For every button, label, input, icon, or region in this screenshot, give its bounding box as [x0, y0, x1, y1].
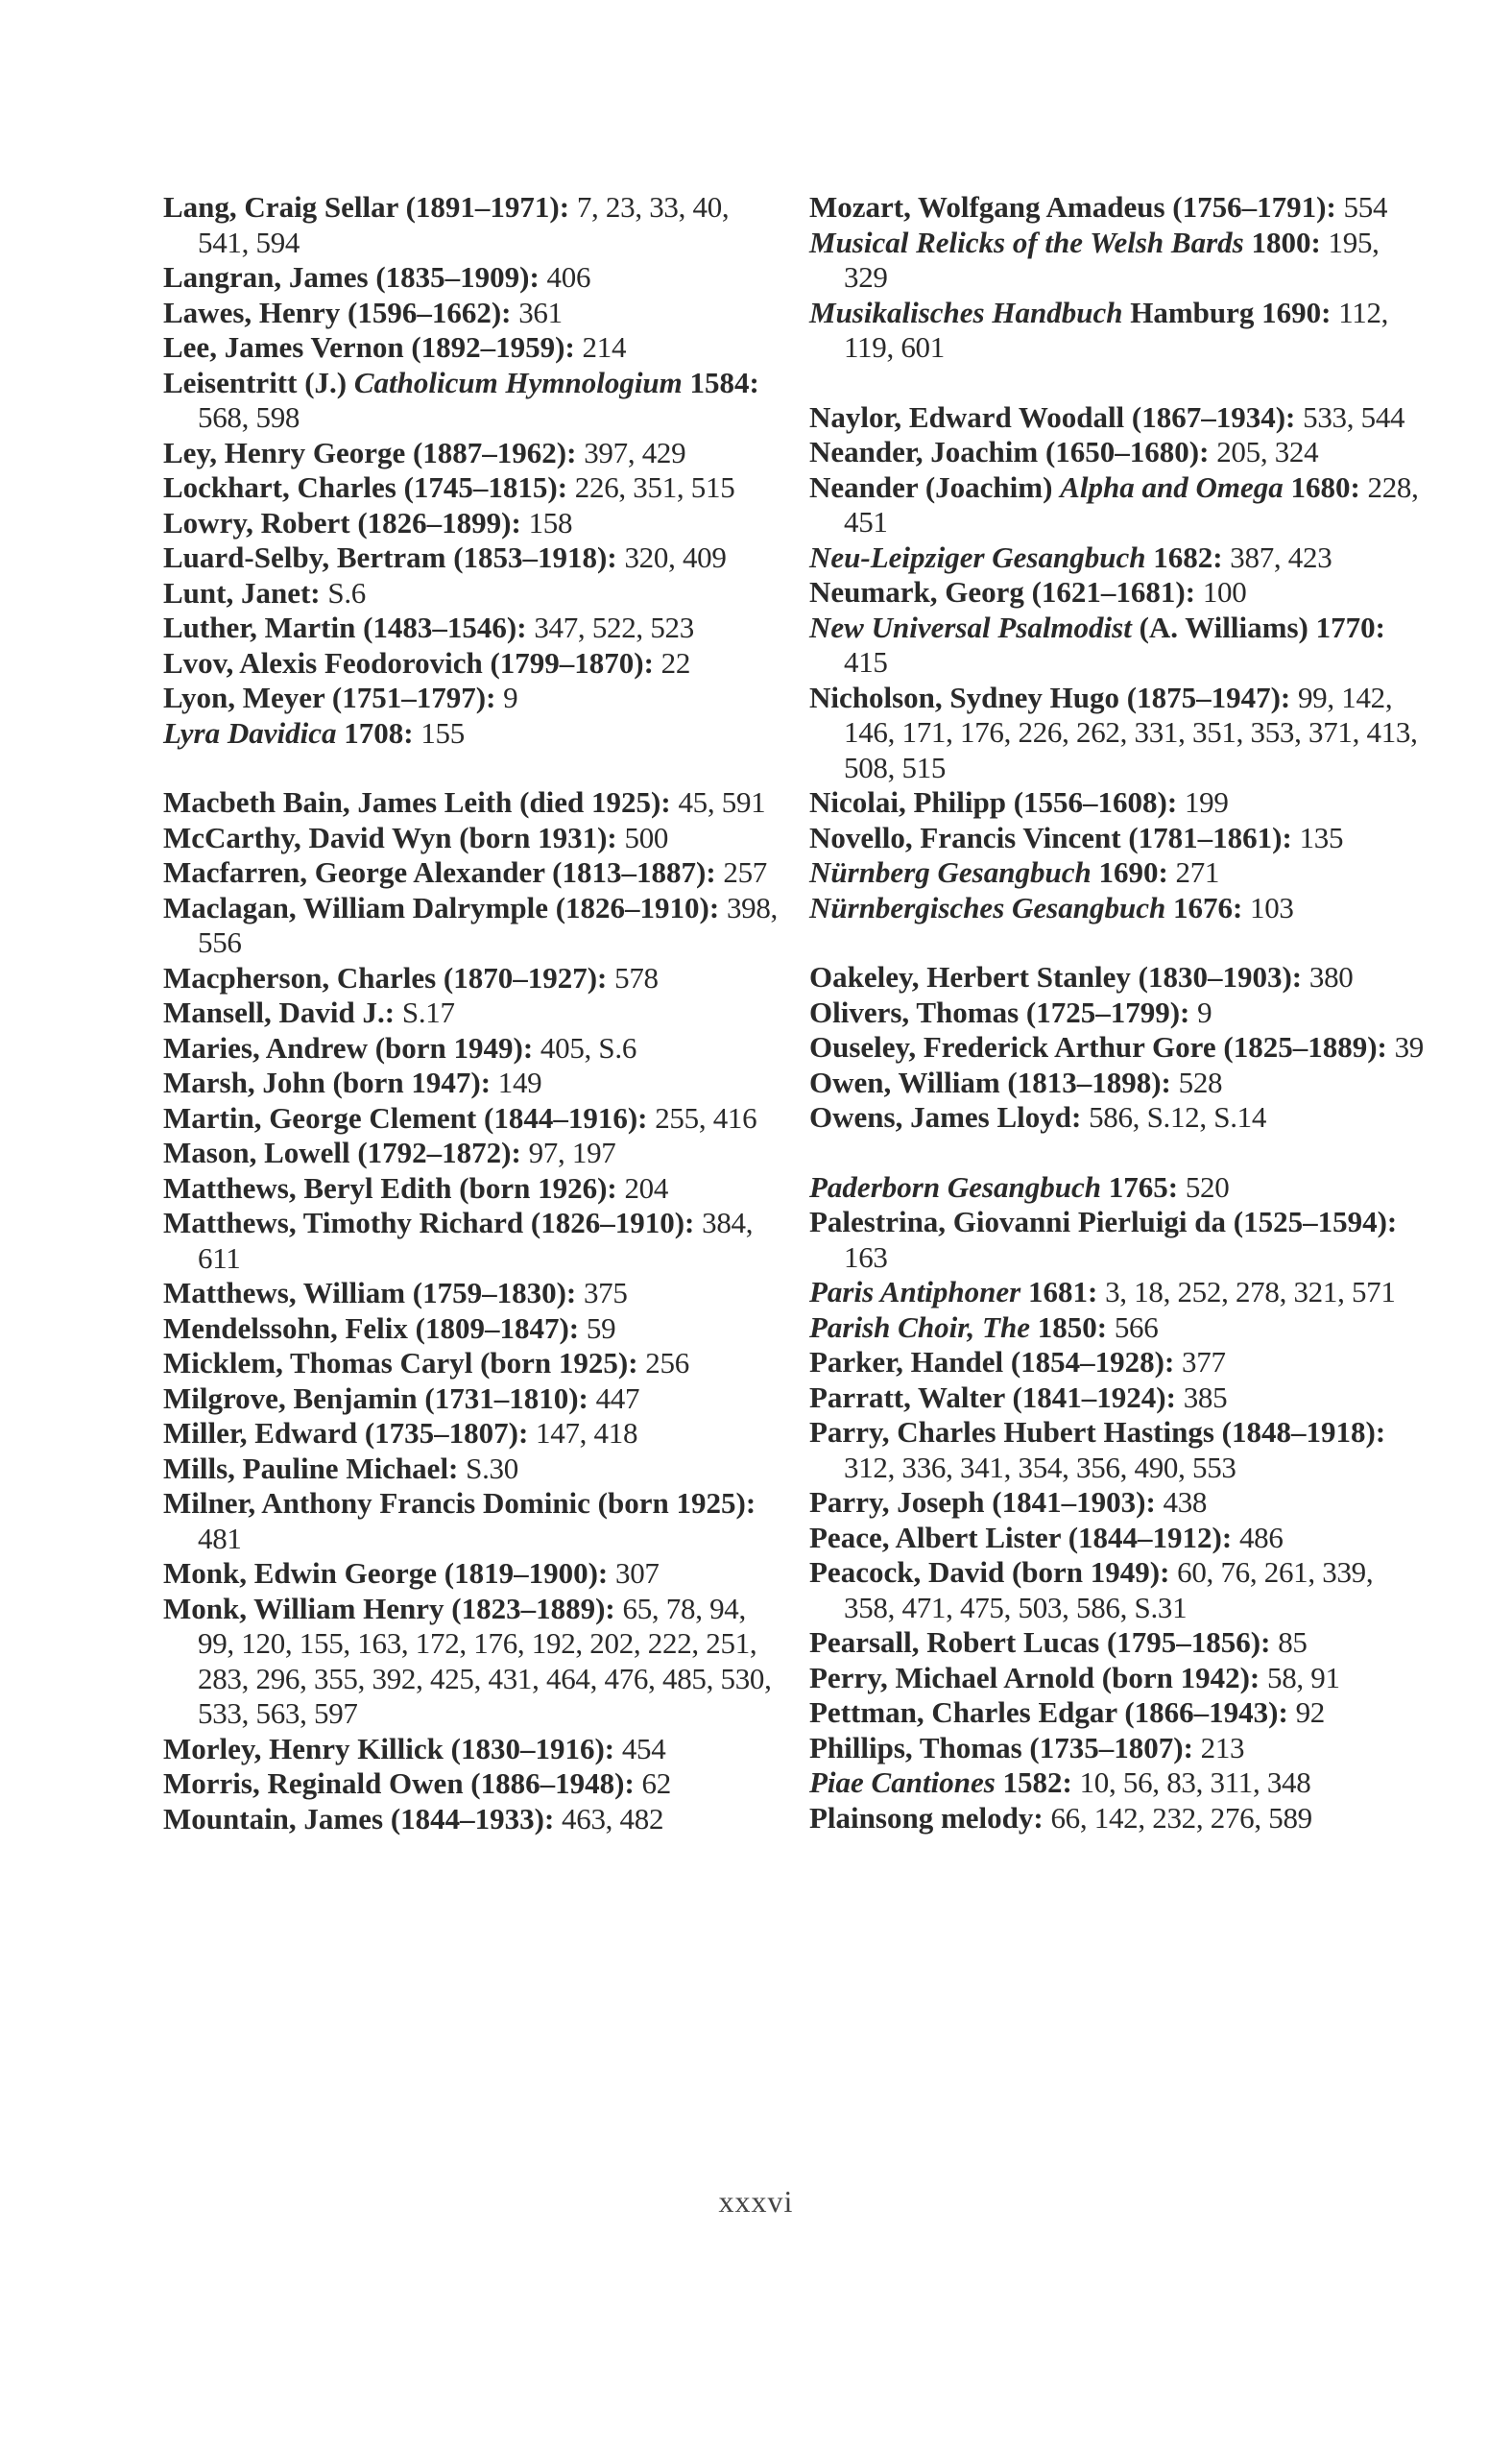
work-title: Nürnberg Gesangbuch: [809, 855, 1092, 889]
entry-heading: Maclagan, William Dalrymple (1826–1910):: [163, 890, 727, 924]
work-title: Paris Antiphoner: [809, 1275, 1021, 1308]
entry-heading: Macfarren, George Alexander (1813–1887):: [163, 855, 724, 889]
page-references: 163: [844, 1239, 888, 1274]
page-references: 415: [844, 645, 888, 679]
page-references: 385: [1183, 1380, 1228, 1414]
page-references: 65, 78, 94, 99, 120, 155, 163, 172, 176, 192, 202, 222, 251, 283, 296, 355, 392, 425, 431, 464, 476, 485, 530, 533, 563, 597: [198, 1591, 772, 1730]
entry-heading: Palestrina, Giovanni Pierluigi da (1525–1594):: [809, 1205, 1398, 1238]
page-references: 387, 423: [1230, 540, 1332, 574]
page-references: 397, 429: [584, 435, 686, 469]
entry-heading: 1682:: [1145, 540, 1231, 574]
page-references: 58, 91: [1267, 1660, 1340, 1694]
page-number: xxxvi: [718, 2184, 794, 2219]
index-entry: [163, 1206, 778, 1276]
entry-heading: 1676:: [1165, 890, 1251, 924]
page-references: 135: [1299, 820, 1344, 854]
entry-heading: Owens, James Lloyd:: [809, 1100, 1090, 1134]
page-references: 454: [621, 1731, 666, 1765]
index-entry: [809, 855, 1424, 891]
index-entry: [163, 576, 778, 612]
index-entry: [163, 1066, 778, 1101]
entry-heading: Nicholson, Sydney Hugo (1875–1947):: [809, 680, 1298, 714]
index-entry: [163, 1311, 778, 1347]
entry-heading: Perry, Michael Arnold (born 1942):: [809, 1660, 1267, 1694]
entry-heading: 1584:: [682, 365, 759, 399]
index-entry: [163, 436, 778, 471]
page-references: 60, 76, 261, 339, 358, 471, 475, 503, 586, S.31: [844, 1555, 1374, 1624]
page-references: 9: [1197, 995, 1212, 1029]
index-entry: [163, 961, 778, 996]
entry-heading: Lowry, Robert (1826–1899):: [163, 505, 529, 540]
page-references: 568, 598: [198, 400, 300, 434]
page-references: 312, 336, 341, 354, 356, 490, 553: [844, 1450, 1236, 1484]
index-entry: [163, 1416, 778, 1452]
entry-heading: Phillips, Thomas (1735–1807):: [809, 1730, 1201, 1764]
page-references: 39: [1394, 1030, 1424, 1064]
index-entry: [163, 296, 778, 331]
index-entry: [163, 470, 778, 506]
entry-heading: Mills, Pauline Michael:: [163, 1451, 467, 1485]
index-entry: [163, 716, 778, 752]
page-references: 586, S.12, S.14: [1089, 1100, 1267, 1134]
entry-heading: 1690:: [1091, 855, 1176, 889]
entry-heading: 1681:: [1020, 1275, 1106, 1308]
entry-heading: Miller, Edward (1735–1807):: [163, 1416, 537, 1450]
entry-heading: Mountain, James (1844–1933):: [163, 1801, 563, 1836]
entry-heading: Monk, William Henry (1823–1889):: [163, 1591, 623, 1625]
page-references: 257: [723, 855, 768, 889]
page-references: 384, 611: [198, 1206, 754, 1275]
index-entry: [809, 1485, 1424, 1521]
entry-heading: Luard-Selby, Bertram (1853–1918):: [163, 540, 625, 574]
entry-heading: Milner, Anthony Francis Dominic (born 1925):: [163, 1486, 756, 1520]
index-entry: [163, 260, 778, 296]
index-entry: [809, 1100, 1424, 1136]
index-entry: [163, 1802, 778, 1837]
index-entry: [163, 506, 778, 541]
page-references: 554: [1343, 190, 1388, 224]
index-entry: [163, 540, 778, 576]
work-title: Neu-Leipziger Gesangbuch: [809, 540, 1146, 574]
page-references: 97, 197: [528, 1136, 616, 1169]
index-entry: [163, 996, 778, 1031]
index-entry: [809, 1380, 1424, 1416]
entry-heading: 1582:: [995, 1765, 1080, 1799]
work-title: Piae Cantiones: [809, 1765, 996, 1799]
page-references: 22: [660, 645, 691, 680]
page-references: 347, 522, 523: [534, 611, 694, 644]
entry-heading: 1708:: [336, 715, 421, 750]
page-references: 377: [1182, 1345, 1226, 1379]
entry-heading: Ouseley, Frederick Arthur Gore (1825–1889):: [809, 1030, 1395, 1064]
page-references: 85: [1278, 1625, 1308, 1659]
index-entry: [163, 1381, 778, 1417]
entry-heading: Morris, Reginald Owen (1886–1948):: [163, 1766, 642, 1800]
index-entry: [809, 435, 1424, 470]
entry-heading: Macbeth Bain, James Leith (died 1925):: [163, 785, 679, 819]
index-entry: [163, 1452, 778, 1487]
index-entry: [809, 296, 1424, 366]
entry-heading: Matthews, Beryl Edith (born 1926):: [163, 1170, 625, 1205]
entry-heading: Plainsong melody:: [809, 1800, 1051, 1835]
index-entry: [809, 681, 1424, 786]
index-entry: [163, 1136, 778, 1171]
page-references: 158: [528, 505, 573, 540]
entry-heading: Pearsall, Robert Lucas (1795–1856):: [809, 1625, 1279, 1659]
index-entry: [163, 1101, 778, 1137]
entry-heading: Micklem, Thomas Caryl (born 1925):: [163, 1346, 646, 1380]
page-references: 228, 451: [844, 469, 1419, 539]
work-title: Parish Choir, The: [809, 1309, 1030, 1344]
entry-heading: Neander, Joachim (1650–1680):: [809, 435, 1217, 468]
entry-heading: Neander (Joachim): [809, 469, 1061, 504]
entry-heading: Peace, Albert Lister (1844–1912):: [809, 1520, 1239, 1554]
entry-heading: Parry, Joseph (1841–1903):: [809, 1485, 1164, 1519]
entry-heading: Marsh, John (born 1947):: [163, 1066, 498, 1099]
page-references: 361: [518, 295, 563, 329]
entry-heading: Lang, Craig Sellar (1891–1971):: [163, 190, 577, 224]
entry-heading: Hamburg 1690:: [1122, 295, 1339, 329]
entry-heading: Naylor, Edward Woodall (1867–1934):: [809, 399, 1304, 434]
page-references: 99, 142, 146, 171, 176, 226, 262, 331, 351, 353, 371, 413, 508, 515: [844, 680, 1418, 784]
index-entry: [809, 1170, 1424, 1206]
page-references: 406: [546, 260, 591, 294]
index-entry: [163, 1276, 778, 1311]
index-entry: [809, 540, 1424, 576]
page-references: 199: [1184, 785, 1229, 819]
entry-heading: Maries, Andrew (born 1949):: [163, 1030, 540, 1065]
index-entry: [809, 1695, 1424, 1731]
entry-heading: Ley, Henry George (1887–1962):: [163, 435, 585, 469]
page-references: 486: [1238, 1520, 1284, 1554]
work-title: Catholicum Hymnologium: [353, 365, 683, 399]
entry-heading: Pettman, Charles Edgar (1866–1943):: [809, 1695, 1296, 1729]
index-entry: [809, 470, 1424, 540]
index-entry: [163, 1556, 778, 1592]
entry-heading: Lee, James Vernon (1892–1959):: [163, 330, 583, 364]
index-entry: [163, 785, 778, 821]
page-references: 463, 482: [562, 1801, 664, 1836]
page-references: 59: [586, 1310, 616, 1345]
page-references: 533, 544: [1303, 399, 1405, 434]
index-entry: [809, 1521, 1424, 1556]
index-entry: [809, 575, 1424, 611]
page-references: 66, 142, 232, 276, 589: [1050, 1800, 1312, 1835]
index-entry: [809, 1661, 1424, 1696]
page-references: 103: [1250, 890, 1294, 924]
page-references: 112, 119, 601: [844, 295, 1389, 364]
entry-heading: Novello, Francis Vincent (1781–1861):: [809, 820, 1300, 854]
entry-heading: Matthews, Timothy Richard (1826–1910):: [163, 1206, 703, 1239]
page-references: 205, 324: [1216, 435, 1319, 468]
index-entry: [163, 1486, 778, 1556]
entry-heading: Lvov, Alexis Feodorovich (1799–1870):: [163, 645, 661, 680]
work-title: Paderborn Gesangbuch: [809, 1169, 1102, 1204]
page-references: 204: [624, 1170, 669, 1205]
page-references: 307: [615, 1556, 660, 1590]
page-references: 255, 416: [655, 1100, 757, 1135]
index-entry: [163, 1732, 778, 1767]
page-references: S.17: [401, 996, 455, 1029]
index-entry: [809, 611, 1424, 681]
entry-heading: Lunt, Janet:: [163, 575, 328, 610]
page-references: 375: [583, 1276, 628, 1309]
work-title: Alpha and Omega: [1060, 469, 1284, 504]
page-references: 155: [420, 715, 465, 750]
index-entry: [809, 821, 1424, 856]
entry-heading: 1680:: [1283, 469, 1368, 504]
entry-heading: Matthews, William (1759–1830):: [163, 1276, 584, 1309]
index-entry: [809, 1205, 1424, 1275]
index-entry: [809, 960, 1424, 996]
entry-heading: Peacock, David (born 1949):: [809, 1555, 1178, 1589]
entry-heading: Lockhart, Charles (1745–1815):: [163, 470, 575, 504]
index-entry: [809, 400, 1424, 436]
page-references: 398, 556: [198, 890, 779, 959]
entry-heading: Luther, Martin (1483–1546):: [163, 611, 535, 644]
index-entry: [809, 1415, 1424, 1485]
index-entry: [809, 785, 1424, 821]
page-references: S.30: [466, 1451, 518, 1485]
entry-heading: Mendelssohn, Felix (1809–1847):: [163, 1310, 587, 1345]
page-references: 149: [497, 1066, 542, 1099]
entry-heading: Owen, William (1813–1898):: [809, 1065, 1179, 1099]
index-entry: [163, 1592, 778, 1732]
work-title: Musical Relicks of the Welsh Bards: [809, 225, 1244, 259]
index-entry: [163, 366, 778, 436]
index-entry: [163, 646, 778, 682]
work-title: New Universal Psalmodist: [809, 610, 1132, 644]
entry-heading: Langran, James (1835–1909):: [163, 260, 547, 294]
page-references: 481: [198, 1521, 242, 1555]
index-entry: [809, 1310, 1424, 1346]
index-entry: [809, 226, 1424, 296]
index-entry: [163, 611, 778, 646]
index-entry: [163, 190, 778, 260]
index-entry: [809, 1555, 1424, 1625]
index-entry: [163, 855, 778, 891]
page-references: 92: [1295, 1695, 1325, 1729]
index-entry: [809, 1066, 1424, 1101]
page-references: 10, 56, 83, 311, 348: [1079, 1765, 1311, 1799]
index-entry: [163, 1171, 778, 1207]
index-entry: [163, 821, 778, 856]
entry-heading: Oakeley, Herbert Stanley (1830–1903):: [809, 960, 1309, 994]
index-entry: [163, 1766, 778, 1802]
entry-heading: 1765:: [1101, 1169, 1186, 1204]
page-references: 271: [1175, 855, 1220, 889]
page-references: 320, 409: [624, 540, 727, 574]
page-references: 528: [1178, 1065, 1223, 1099]
entry-heading: 1800:: [1243, 225, 1329, 259]
index-entry: [809, 190, 1424, 226]
index-entry: [163, 681, 778, 716]
entry-heading: Martin, George Clement (1844–1916):: [163, 1100, 656, 1135]
index-entry: [163, 330, 778, 366]
entry-heading: (A. Williams) 1770:: [1131, 610, 1385, 644]
entry-heading: 1850:: [1030, 1309, 1115, 1344]
entry-heading: Lawes, Henry (1596–1662):: [163, 295, 519, 329]
page-references: 226, 351, 515: [574, 470, 735, 504]
index-entry: [163, 1031, 778, 1067]
entry-heading: Leisentritt (J.): [163, 365, 354, 399]
page-references: 45, 591: [678, 785, 766, 819]
index-entry: [809, 1801, 1424, 1836]
entry-heading: Macpherson, Charles (1870–1927):: [163, 960, 615, 995]
work-title: Lyra Davidica: [163, 715, 337, 750]
page-references: S.6: [327, 575, 366, 610]
entry-heading: Mozart, Wolfgang Amadeus (1756–1791):: [809, 190, 1344, 224]
index-entry: [809, 1765, 1424, 1801]
index-entry: [809, 891, 1424, 926]
index-entry: [809, 996, 1424, 1031]
entry-heading: Nicolai, Philipp (1556–1608):: [809, 785, 1185, 819]
page-references: 214: [582, 330, 627, 364]
page-references: 380: [1308, 960, 1354, 994]
entry-heading: Morley, Henry Killick (1830–1916):: [163, 1731, 622, 1765]
page-references: 3, 18, 252, 278, 321, 571: [1105, 1275, 1396, 1308]
entry-heading: Lyon, Meyer (1751–1797):: [163, 681, 504, 714]
page-references: 213: [1200, 1730, 1245, 1764]
page-references: 405, S.6: [540, 1030, 637, 1065]
index-column-right: [809, 190, 1424, 1836]
entry-heading: Mason, Lowell (1792–1872):: [163, 1136, 529, 1169]
page-references: 566: [1114, 1309, 1159, 1344]
entry-heading: Monk, Edwin George (1819–1900):: [163, 1556, 616, 1590]
page-references: 438: [1163, 1485, 1208, 1519]
entry-heading: Neumark, Georg (1621–1681):: [809, 575, 1203, 609]
index-entry: [809, 1345, 1424, 1380]
entry-heading: Mansell, David J.:: [163, 996, 402, 1029]
entry-heading: Milgrove, Benjamin (1731–1810):: [163, 1380, 596, 1415]
index-column-left: [163, 190, 778, 1836]
index-entry: [809, 1030, 1424, 1066]
index-entry: [809, 1275, 1424, 1310]
index-entry: [163, 1346, 778, 1381]
page-references: 500: [624, 820, 669, 854]
entry-heading: McCarthy, David Wyn (born 1931):: [163, 820, 625, 854]
index-entry: [809, 1731, 1424, 1766]
entry-heading: Olivers, Thomas (1725–1799):: [809, 995, 1198, 1029]
index-entry: [163, 891, 778, 961]
page-references: 147, 418: [536, 1416, 638, 1450]
page-references: 578: [614, 960, 659, 995]
entry-heading: Parker, Handel (1854–1928):: [809, 1345, 1183, 1379]
page-references: 100: [1202, 575, 1247, 609]
work-title: Nürnbergisches Gesangbuch: [809, 890, 1166, 924]
page-references: 62: [641, 1766, 671, 1800]
page-references: 9: [503, 681, 518, 714]
page-references: 520: [1185, 1169, 1230, 1204]
entry-heading: Parry, Charles Hubert Hastings (1848–1918):: [809, 1415, 1386, 1449]
page-references: 7, 23, 33, 40, 541, 594: [198, 190, 730, 259]
page-references: 256: [645, 1346, 689, 1380]
entry-heading: Parratt, Walter (1841–1924):: [809, 1380, 1184, 1414]
page-references: 195, 329: [844, 225, 1380, 294]
page-references: 447: [595, 1380, 640, 1415]
work-title: Musikalisches Handbuch: [809, 295, 1123, 329]
index-entry: [809, 1625, 1424, 1661]
